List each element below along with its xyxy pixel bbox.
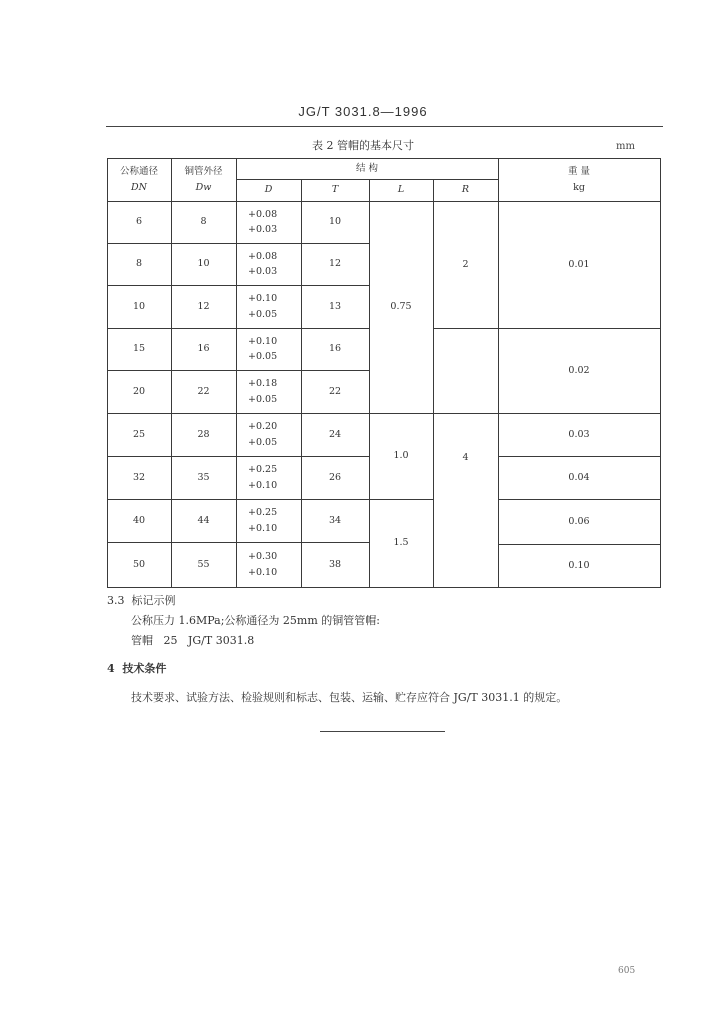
header-nominal-diameter-symbol: DN bbox=[131, 181, 147, 193]
header-weight bbox=[498, 158, 660, 201]
tolerance-lower: +0.05 bbox=[248, 308, 278, 320]
header-weight-label: 重 量 bbox=[567, 166, 591, 177]
cell-dn: 10 bbox=[132, 300, 146, 312]
marking-example-line-2: 管帽 25 JG/T 3031.8 bbox=[131, 634, 255, 647]
cell-weight: 0.10 bbox=[568, 559, 590, 571]
dimensions-table bbox=[107, 158, 661, 588]
cell-dn: 25 bbox=[132, 428, 146, 440]
header-R: R bbox=[461, 184, 470, 196]
cell-dw: 12 bbox=[197, 300, 210, 312]
cell-dw: 55 bbox=[197, 558, 210, 570]
cell-t: 16 bbox=[328, 343, 342, 355]
tolerance-lower: +0.03 bbox=[248, 224, 278, 235]
tolerance-lower: +0.10 bbox=[248, 479, 278, 491]
tolerance-lower: +0.10 bbox=[248, 566, 278, 578]
table-rule bbox=[660, 158, 661, 588]
cell-dn: 15 bbox=[132, 343, 146, 355]
cell-t: 13 bbox=[328, 300, 342, 312]
tolerance-lower: +0.05 bbox=[248, 351, 278, 362]
header-nominal-diameter bbox=[107, 158, 171, 201]
cell-t: 10 bbox=[328, 216, 342, 228]
header-outer-diameter-symbol: Dw bbox=[195, 181, 212, 193]
tolerance-upper: +0.18 bbox=[248, 378, 278, 389]
section-number: 3.3 bbox=[107, 594, 125, 607]
cell-r: 4 bbox=[462, 451, 469, 463]
marking-example-line-1: 公称压力 1.6MPa;公称通径为 25mm 的铜管管帽: bbox=[131, 614, 380, 627]
end-rule bbox=[320, 731, 445, 732]
header-weight-unit: kg bbox=[573, 181, 585, 193]
tolerance-lower: +0.10 bbox=[248, 522, 278, 534]
cell-dw: 22 bbox=[197, 385, 210, 397]
table-rule bbox=[107, 587, 661, 588]
cell-t: 26 bbox=[328, 471, 342, 483]
cell-l: 1.5 bbox=[393, 537, 409, 549]
tolerance-upper: +0.30 bbox=[248, 551, 278, 562]
header-D: D bbox=[264, 184, 273, 196]
header-structure: 结 构 bbox=[355, 162, 379, 174]
tolerance-upper: +0.10 bbox=[248, 293, 278, 304]
section-4-heading bbox=[107, 660, 166, 676]
cell-dw: 28 bbox=[197, 428, 210, 440]
cell-t: 12 bbox=[328, 258, 342, 270]
tolerance-lower: +0.05 bbox=[248, 393, 278, 405]
header-outer-diameter-label: 铜管外径 bbox=[184, 166, 223, 177]
cell-dn: 32 bbox=[132, 471, 146, 483]
tolerance-upper: +0.08 bbox=[248, 208, 278, 220]
cell-dn: 8 bbox=[135, 258, 143, 270]
tolerance-lower: +0.03 bbox=[248, 266, 278, 277]
cell-t: 34 bbox=[328, 514, 342, 526]
header-L: L bbox=[397, 184, 405, 196]
cell-r: 2 bbox=[462, 258, 469, 270]
table-unit: mm bbox=[616, 141, 635, 152]
cell-weight: 0.01 bbox=[568, 258, 590, 270]
cell-dn: 50 bbox=[132, 558, 146, 570]
cell-t: 22 bbox=[328, 385, 342, 397]
cell-t: 24 bbox=[328, 428, 342, 440]
tolerance-lower: +0.05 bbox=[248, 436, 278, 448]
section-title: 技术条件 bbox=[122, 662, 167, 675]
tolerance-upper: +0.25 bbox=[248, 507, 278, 518]
header-nominal-diameter-label: 公称通径 bbox=[119, 166, 158, 177]
header-rule bbox=[106, 126, 663, 127]
cell-dw: 10 bbox=[197, 258, 210, 270]
tolerance-upper: +0.10 bbox=[248, 335, 278, 347]
cell-weight: 0.03 bbox=[568, 428, 590, 440]
page-number: 605 bbox=[618, 966, 636, 976]
cell-t: 38 bbox=[328, 558, 342, 570]
cell-weight: 0.02 bbox=[568, 364, 590, 376]
cell-weight: 0.06 bbox=[568, 515, 590, 527]
cell-l: 0.75 bbox=[390, 301, 412, 313]
technical-conditions-text: 技术要求、试验方法、检验规则和标志、包装、运输、贮存应符合 JG/T 3031.1 的规定。 bbox=[131, 691, 568, 704]
cell-dn: 40 bbox=[132, 514, 146, 526]
section-title: 标记示例 bbox=[131, 594, 176, 607]
header-outer-diameter bbox=[171, 158, 236, 201]
cell-dw: 44 bbox=[197, 514, 210, 526]
cell-dw: 8 bbox=[200, 216, 207, 228]
header-T: T bbox=[331, 184, 339, 196]
cell-weight: 0.04 bbox=[568, 471, 590, 483]
cell-dn: 20 bbox=[132, 385, 146, 397]
tolerance-upper: +0.25 bbox=[248, 464, 278, 475]
tolerance-upper: +0.20 bbox=[248, 421, 278, 432]
tolerance-upper: +0.08 bbox=[248, 250, 278, 262]
cell-dw: 35 bbox=[197, 471, 210, 483]
standard-code: JG/T 3031.8—1996 bbox=[298, 104, 428, 119]
section-3-3-heading bbox=[107, 592, 176, 608]
cell-dw: 16 bbox=[197, 343, 210, 355]
cell-dn: 6 bbox=[135, 216, 143, 228]
table-title: 表 2 管帽的基本尺寸 bbox=[312, 139, 414, 152]
section-number: 4 bbox=[107, 662, 115, 675]
cell-l: 1.0 bbox=[393, 450, 409, 462]
